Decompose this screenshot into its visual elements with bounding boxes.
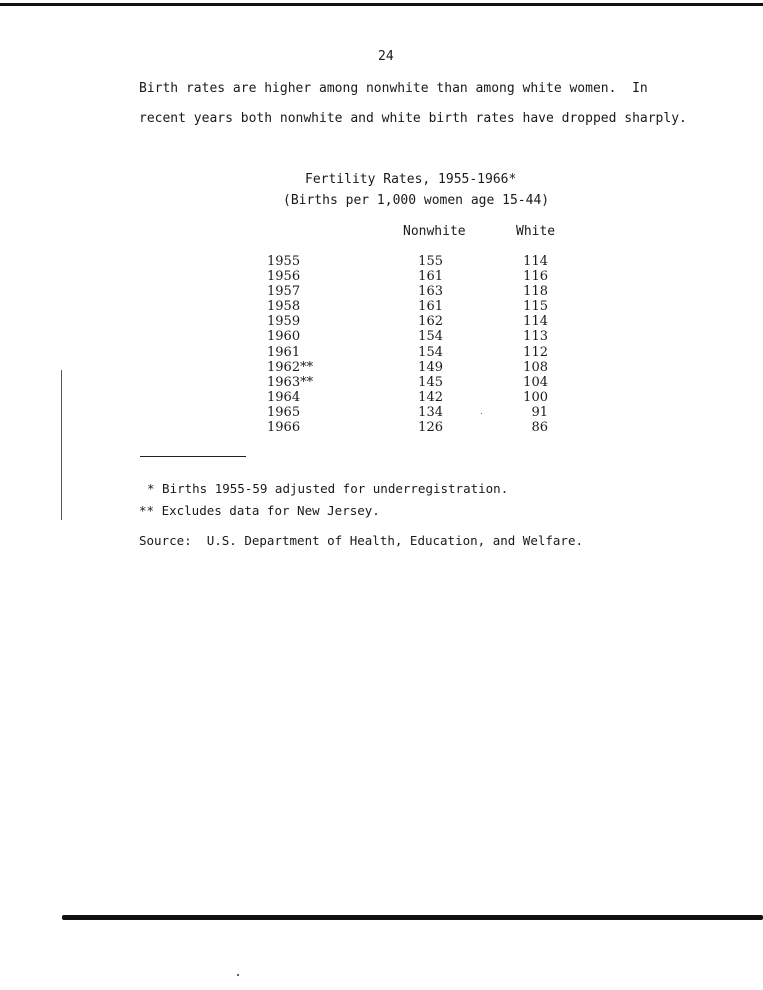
cell-nonwhite: 163 [418,284,443,300]
cell-white: 104 [523,374,548,390]
cell-year: 1957 [267,284,301,300]
cell-white: 108 [523,359,548,375]
cell-year: 1962** [267,359,314,375]
column-header-nonwhite: Nonwhite [403,224,466,239]
cell-nonwhite: 162 [418,314,443,330]
table-row [0,375,763,390]
cell-white: 86 [531,420,548,436]
cell-white: 112 [523,344,548,360]
table-row [0,284,763,299]
cell-nonwhite: 145 [418,374,443,390]
cell-nonwhite: 161 [418,269,443,285]
table-row [0,360,763,375]
footnote-double-asterisk: ** Excludes data for New Jersey. [139,503,380,518]
table-title: Fertility Rates, 1955-1966* [305,172,517,187]
cell-nonwhite: 154 [418,329,443,345]
cell-nonwhite: 126 [418,420,443,436]
cell-year: 1966 [267,420,301,436]
cell-nonwhite: 142 [418,389,443,405]
footnote-divider [140,456,246,457]
cell-year: 1964 [267,389,301,405]
top-border-rule [0,3,763,6]
cell-nonwhite: 149 [418,359,443,375]
cell-nonwhite: 134 [418,404,443,420]
column-header-white: White [516,224,556,239]
page-number: 24 [378,49,394,64]
cell-nonwhite: 161 [418,299,443,315]
cell-white: 114 [523,314,548,330]
fertility-table-body [0,254,763,435]
footnote-single-asterisk: * Births 1955-59 adjusted for underregistration. [147,481,509,496]
table-row [0,390,763,405]
cell-white: 113 [523,329,548,345]
cell-white: 118 [523,284,548,300]
cell-year: 1955 [267,254,301,269]
bottom-border-rule [62,915,763,920]
paragraph-line-1: Birth rates are higher among nonwhite than among white women. In [139,81,648,96]
table-row [0,314,763,329]
table-row [0,269,763,284]
table-row [0,299,763,314]
table-row [0,420,763,435]
scan-speck [481,413,482,414]
cell-nonwhite: 154 [418,344,443,360]
source-note: Source: U.S. Department of Health, Education, and Welfare. [139,533,584,548]
cell-white: 116 [523,269,548,285]
cell-white: 115 [523,299,548,315]
scan-speck [237,974,239,976]
cell-year: 1960 [267,329,301,345]
cell-year: 1959 [267,314,301,330]
cell-white: 114 [523,254,548,269]
cell-year: 1965 [267,404,301,420]
cell-year: 1961 [267,344,301,360]
cell-year: 1956 [267,269,301,285]
cell-white: 91 [531,404,548,420]
cell-year: 1958 [267,299,301,315]
cell-nonwhite: 155 [418,254,443,269]
table-row [0,254,763,269]
table-row [0,329,763,344]
table-subtitle: (Births per 1,000 women age 15-44) [283,193,550,208]
table-row [0,405,763,420]
paragraph-line-2: recent years both nonwhite and white birth rates have dropped sharply. [139,111,687,126]
table-row [0,345,763,360]
cell-year: 1963** [267,374,314,390]
cell-white: 100 [523,389,548,405]
